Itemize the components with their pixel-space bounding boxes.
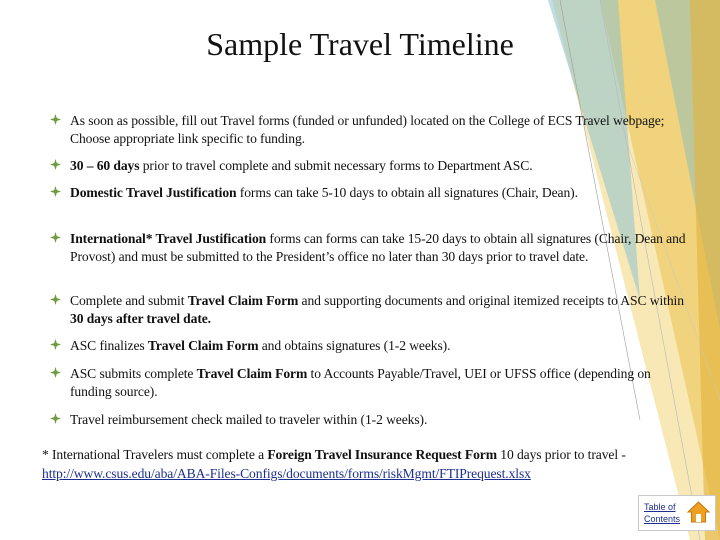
- bullet-text: Domestic Travel Justification forms can take 5-10 days to obtain all signatures (Chair, Dean).: [70, 185, 578, 200]
- bullet-item: [50, 411, 690, 429]
- diamond-bullet-icon: [50, 186, 61, 197]
- bullet-text: Travel reimbursement check mailed to traveler within (1-2 weeks).: [70, 412, 428, 427]
- diamond-bullet-icon: [50, 159, 61, 170]
- diamond-bullet-icon: [50, 114, 61, 125]
- bullet-text: 30 – 60 days prior to travel complete and submit necessary forms to Department ASC.: [70, 158, 533, 173]
- bullet-list: [50, 112, 690, 429]
- slide-title: Sample Travel Timeline: [206, 26, 514, 62]
- diamond-bullet-icon: [50, 294, 61, 305]
- fti-request-link[interactable]: http://www.csus.edu/aba/ABA-Files-Configs/documents/forms/riskMgmt/FTIPrequest.xlsx: [42, 466, 531, 481]
- diamond-bullet-icon: [50, 367, 61, 378]
- table-of-contents-button[interactable]: [638, 495, 716, 531]
- footnote: [42, 445, 682, 483]
- bullet-text: Complete and submit Travel Claim Form and supporting documents and original itemized receipts to ASC within 30 days after travel date.: [70, 293, 684, 326]
- footnote-text: * International Travelers must complete a: [42, 447, 268, 462]
- bullet-item: [50, 157, 690, 175]
- bullet-item: [50, 184, 690, 219]
- bullet-text: ASC finalizes Travel Claim Form and obtains signatures (1-2 weeks).: [70, 338, 451, 353]
- bullet-item: [50, 230, 690, 282]
- bullet-item: [50, 365, 690, 400]
- diamond-bullet-icon: [50, 232, 61, 243]
- footnote-form-name: Foreign Travel Insurance Request Form: [267, 447, 497, 462]
- bullet-item: [50, 337, 690, 355]
- home-icon[interactable]: [686, 500, 711, 525]
- bullet-item: [50, 112, 690, 147]
- footnote-text: 10 days prior to travel -: [496, 447, 626, 462]
- bullet-text: International* Travel Justification forms can forms can take 15-20 days to obtain all signatures (Chair, Dean and Provost) and must be submitted to the President’s office no later than 30 days prior to travel date.: [70, 231, 686, 264]
- bullet-text: ASC submits complete Travel Claim Form to Accounts Payable/Travel, UEI or UFSS office (depending on funding source).: [70, 366, 651, 399]
- bullet-text: As soon as possible, fill out Travel forms (funded or unfunded) located on the College of ECS Travel webpage; Choose appropriate link specific to funding.: [70, 113, 665, 146]
- bullet-item: [50, 292, 690, 327]
- diamond-bullet-icon: [50, 339, 61, 350]
- diamond-bullet-icon: [50, 413, 61, 424]
- table-of-contents-label[interactable]: Table of Contents: [644, 502, 681, 524]
